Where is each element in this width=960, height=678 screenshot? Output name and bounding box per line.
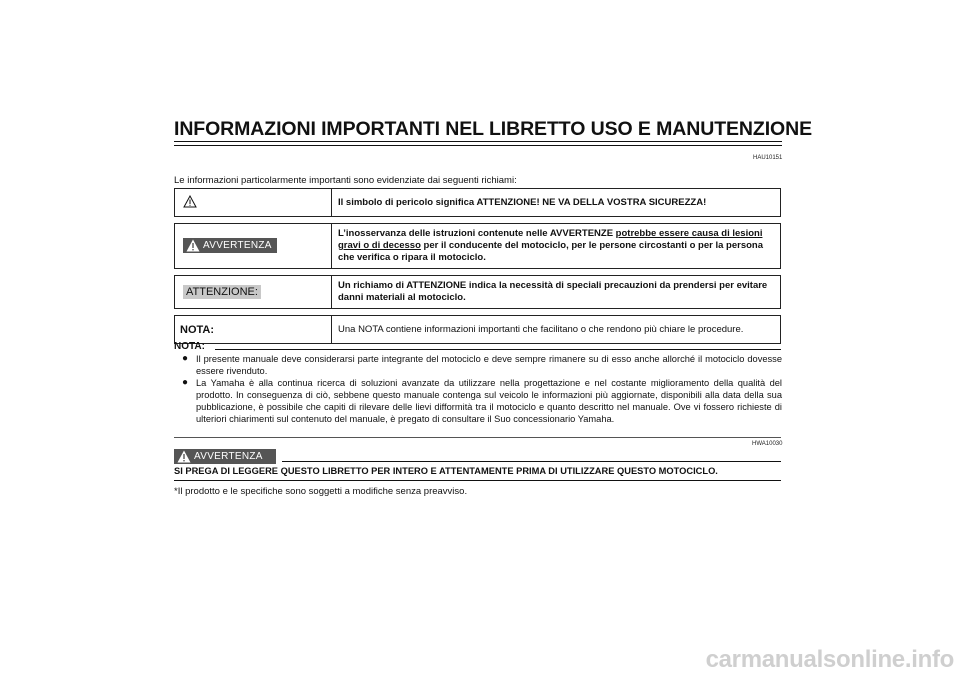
footnote: *Il prodotto e le specifiche sono soggetti a modifiche senza preavviso.: [174, 486, 468, 497]
intro-text: Le informazioni particolarmente importanti sono evidenziate dai seguenti richiami:: [174, 175, 517, 186]
warning-triangle-icon: [183, 195, 197, 208]
warning-text: L’inosservanza delle istruzioni contenute nelle AVVERTENZE potrebbe essere causa di lesioni gravi o di decesso per il conducente del motociclo, per le persone circostanti o per la persona che verifica o ripara il motociclo.: [332, 224, 781, 269]
caution-label: ATTENZIONE:: [183, 285, 261, 299]
warning2-text: SI PREGA DI LEGGERE QUESTO LIBRETTO PER INTERO E ATTENTAMENTE PRIMA DI UTILIZZARE QUESTO MOTOCICLO.: [174, 466, 718, 476]
warning2-label: AVVERTENZA: [194, 451, 263, 462]
warning-triangle-icon: [177, 450, 191, 463]
warning-badge: [174, 449, 276, 464]
nota-bullets: [182, 353, 782, 425]
list-item: ● Il presente manuale deve considerarsi parte integrante del motociclo e deve sempre rimanere su di esso anche allorché il motociclo dovesse essere rivenduto.: [182, 353, 782, 376]
warning-row: [175, 224, 781, 269]
nota-heading: NOTA:: [174, 341, 205, 352]
note-label: NOTA:: [180, 323, 215, 336]
warning-badge: [183, 238, 277, 253]
title-rule-thin: [174, 145, 782, 146]
symbol-text: Il simbolo di pericolo significa ATTENZIONE! NE VA DELLA VOSTRA SICUREZZA!: [332, 189, 781, 217]
bullet-icon: ●: [182, 353, 189, 364]
note-text: Una NOTA contiene informazioni importanti che facilitano o che rendono più chiare le procedure.: [332, 316, 781, 344]
warning-code: HWA10030: [752, 441, 783, 447]
warning2-bottom-rule: [174, 480, 781, 481]
title-rule: [174, 141, 782, 142]
section-divider: [174, 437, 781, 438]
nota-rule: [215, 349, 781, 350]
section-code: HAU10151: [753, 155, 783, 161]
caution-text: Un richiamo di ATTENZIONE indica la necessità di speciali precauzioni da prendersi per evitare danni materiali al motociclo.: [332, 276, 781, 309]
page-title: INFORMAZIONI IMPORTANTI NEL LIBRETTO USO E MANUTENZIONE: [174, 118, 812, 140]
bullet-icon: ●: [182, 377, 189, 388]
warning-label: AVVERTENZA: [203, 239, 272, 251]
warning-triangle-icon: [186, 239, 200, 252]
symbol-row: [175, 189, 781, 217]
list-item: ● La Yamaha è alla continua ricerca di soluzioni avanzate da utilizzare nella progettazione e nel costante miglioramento della qualità del prodotto. In conseguenza di ciò, sebbene questo manuale contenga sul veicolo le informazioni più aggiornate, disponibili alla data della sua pubblicazione, è possibile che capiti di rilevare delle lievi difformità tra il motociclo e quanto descritto nel manuale. Ove vi fossero richieste di ulteriori chiarimenti sul contenuto del manuale, è pregato di consultare il Suo concessionario Yamaha.: [182, 377, 782, 424]
caution-row: [175, 276, 781, 309]
warning2-rule: [282, 461, 781, 462]
watermark: carmanualsonline.info: [705, 646, 954, 673]
notice-table: [174, 188, 781, 344]
note-row: [175, 316, 781, 344]
